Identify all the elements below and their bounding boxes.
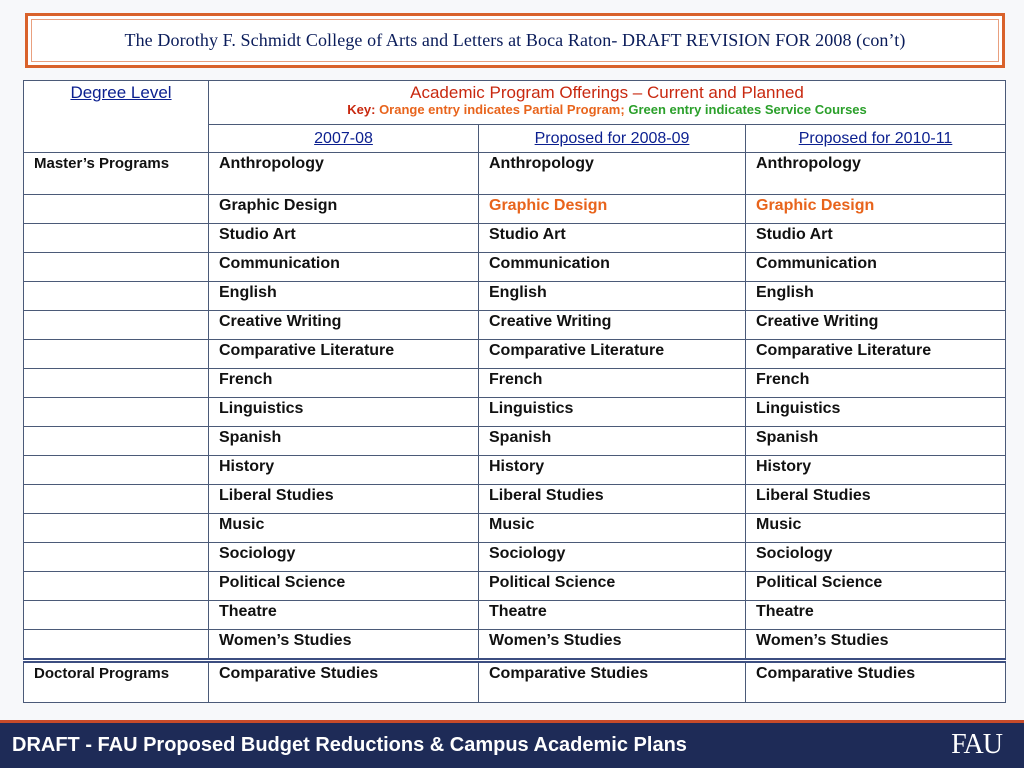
degree-cell-empty (24, 572, 209, 601)
table-cell: French (209, 369, 479, 398)
table-cell: Theatre (746, 601, 1006, 630)
table-cell-partial: Graphic Design (479, 195, 746, 224)
table-cell: Anthropology (746, 153, 1006, 195)
table-cell: Linguistics (209, 398, 479, 427)
table-cell: Creative Writing (746, 311, 1006, 340)
table-row (24, 514, 1006, 543)
table-row (24, 224, 1006, 253)
program-offerings-table (23, 80, 1006, 703)
table-row (24, 601, 1006, 630)
table-cell: Communication (479, 253, 746, 282)
table-row (24, 572, 1006, 601)
fau-logo: FAU (951, 729, 1002, 760)
degree-level-header: Degree Level (24, 81, 209, 153)
table-row (24, 282, 1006, 311)
table-cell: Political Science (209, 572, 479, 601)
table-cell: Comparative Studies (479, 661, 746, 703)
year-header-2010-11: Proposed for 2010-11 (746, 125, 1006, 153)
degree-cell-empty (24, 543, 209, 572)
table-row (24, 427, 1006, 456)
degree-cell-empty (24, 456, 209, 485)
key-label: Key: (347, 102, 376, 117)
table-cell: Sociology (746, 543, 1006, 572)
table-cell: Sociology (209, 543, 479, 572)
degree-cell-empty (24, 311, 209, 340)
footer-text: DRAFT - FAU Proposed Budget Reductions & Campus Academic Plans (12, 734, 687, 756)
table-cell: Comparative Literature (746, 340, 1006, 369)
table-cell: Political Science (479, 572, 746, 601)
degree-cell-empty (24, 630, 209, 661)
table-cell-partial: Graphic Design (746, 195, 1006, 224)
page-title-box (25, 13, 1005, 68)
table-cell: Studio Art (746, 224, 1006, 253)
table-row (24, 630, 1006, 661)
table-cell: Women’s Studies (746, 630, 1006, 661)
key-legend (209, 102, 1005, 117)
table-cell: Music (746, 514, 1006, 543)
degree-cell-empty (24, 340, 209, 369)
table-row (24, 456, 1006, 485)
masters-label: Master’s Programs (24, 153, 209, 195)
table-cell: English (746, 282, 1006, 311)
table-cell: Creative Writing (209, 311, 479, 340)
degree-cell-empty (24, 427, 209, 456)
page-title: The Dorothy F. Schmidt College of Arts and Letters at Boca Raton- DRAFT REVISION FOR 2008 (con’t) (124, 30, 906, 50)
table-cell: Creative Writing (479, 311, 746, 340)
table-cell: Theatre (479, 601, 746, 630)
table-cell: English (479, 282, 746, 311)
table-cell: French (479, 369, 746, 398)
table-cell: History (479, 456, 746, 485)
degree-cell-empty (24, 514, 209, 543)
table-cell: English (209, 282, 479, 311)
table-cell: Comparative Studies (746, 661, 1006, 703)
table-cell: Comparative Studies (209, 661, 479, 703)
table-row (24, 485, 1006, 514)
degree-cell-empty (24, 282, 209, 311)
table-cell: Liberal Studies (209, 485, 479, 514)
degree-cell-empty (24, 253, 209, 282)
table-cell: Studio Art (479, 224, 746, 253)
table-cell: Women’s Studies (209, 630, 479, 661)
table-row (24, 369, 1006, 398)
table-cell: Linguistics (479, 398, 746, 427)
table-row (24, 253, 1006, 282)
table-row (24, 661, 1006, 703)
table-row (24, 153, 1006, 195)
table-cell: Sociology (479, 543, 746, 572)
degree-cell-empty (24, 485, 209, 514)
year-header-2007-08: 2007-08 (209, 125, 479, 153)
table-cell: Spanish (479, 427, 746, 456)
degree-cell-empty (24, 398, 209, 427)
table-cell: Communication (209, 253, 479, 282)
year-header-2008-09: Proposed for 2008-09 (479, 125, 746, 153)
table-row (24, 398, 1006, 427)
table-row (24, 340, 1006, 369)
table-cell: Liberal Studies (746, 485, 1006, 514)
table-cell: History (209, 456, 479, 485)
table-cell: Spanish (209, 427, 479, 456)
table-cell: French (746, 369, 1006, 398)
table-cell: Comparative Literature (479, 340, 746, 369)
offerings-header (209, 81, 1006, 125)
degree-cell-empty (24, 195, 209, 224)
table-row (24, 543, 1006, 572)
doctoral-label: Doctoral Programs (24, 661, 209, 703)
table-cell: History (746, 456, 1006, 485)
table-cell: Studio Art (209, 224, 479, 253)
table-cell: Political Science (746, 572, 1006, 601)
table-cell: Liberal Studies (479, 485, 746, 514)
table-cell: Theatre (209, 601, 479, 630)
table-cell: Comparative Literature (209, 340, 479, 369)
header-row (24, 81, 1006, 125)
offerings-title: Academic Program Offerings – Current and Planned (410, 83, 804, 102)
degree-cell-empty (24, 224, 209, 253)
degree-cell-empty (24, 369, 209, 398)
table-cell: Linguistics (746, 398, 1006, 427)
footer-bar (0, 723, 1024, 768)
table-cell: Music (479, 514, 746, 543)
table-cell: Anthropology (479, 153, 746, 195)
table-row (24, 195, 1006, 224)
table-cell: Communication (746, 253, 1006, 282)
degree-cell-empty (24, 601, 209, 630)
key-orange-entry: Orange entry indicates Partial Program; (379, 102, 625, 117)
table-cell: Music (209, 514, 479, 543)
key-green-entry: Green entry indicates Service Courses (628, 102, 867, 117)
table-cell: Anthropology (209, 153, 479, 195)
table-cell: Women’s Studies (479, 630, 746, 661)
table-row (24, 311, 1006, 340)
table-cell: Spanish (746, 427, 1006, 456)
table-cell: Graphic Design (209, 195, 479, 224)
